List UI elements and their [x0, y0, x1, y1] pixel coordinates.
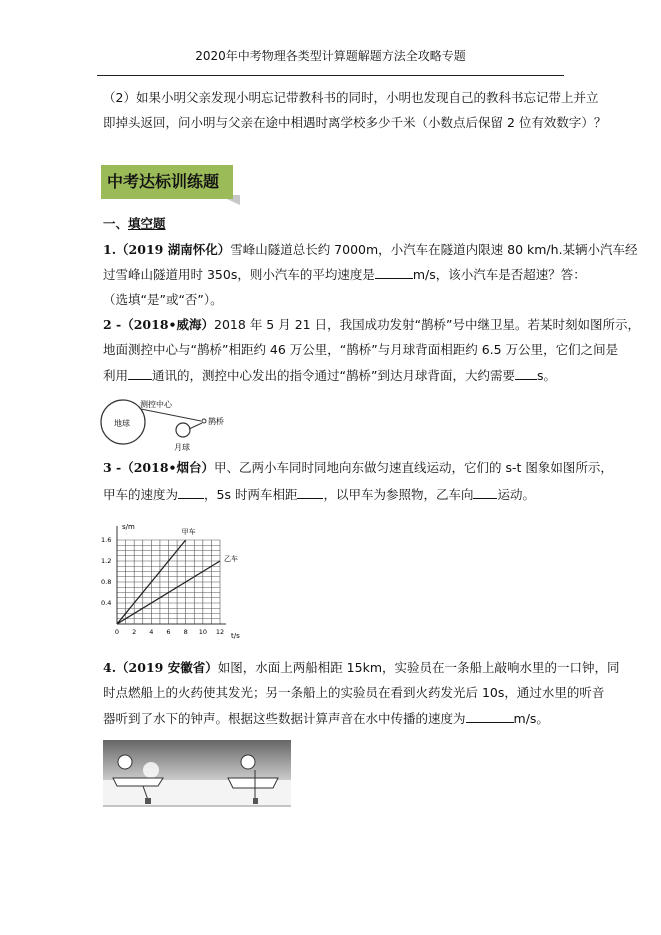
relay-dot	[202, 419, 206, 423]
q2-line3	[103, 366, 556, 384]
q3-tag: 3 -（2018•烟台）	[103, 460, 215, 475]
y-tick-label: 1.6	[101, 536, 112, 544]
relay-label: 鹊桥	[208, 417, 224, 426]
signal-arrow	[141, 409, 201, 421]
q3-text2c: ，以甲车为参照物，乙车向	[323, 487, 474, 502]
series-label: 甲车	[181, 528, 196, 536]
x-tick-label: 6	[166, 628, 171, 636]
boats-illustration	[103, 740, 293, 807]
q4-line2: 时点燃船上的火药使其发光；另一条船上的实验员在看到火药发光后 10s，通过水里的听音	[103, 685, 605, 700]
q3-line1	[103, 458, 613, 476]
q1-line3: （选填“是”或“否”）。	[103, 292, 223, 307]
boat-icon	[228, 778, 278, 788]
q2-text3b: 通讯的，测控中心发出的指令通过“鹊桥”到达月球背面，大约需要	[152, 368, 515, 383]
y-axis-label: s/m	[122, 523, 135, 531]
q2-tag: 2 -（2018•威海）	[103, 317, 215, 332]
y-tick-label: 0.8	[101, 578, 112, 586]
person-icon	[241, 755, 255, 769]
header-divider	[97, 75, 564, 76]
section-heading	[103, 214, 166, 232]
moon-label: 月球	[174, 443, 190, 452]
q3-text2d: 运动。	[497, 487, 535, 502]
flash-icon	[143, 762, 159, 778]
answer-blank[interactable]	[473, 487, 497, 499]
earth-moon-relay-figure	[100, 398, 240, 454]
x-tick-label: 2	[132, 628, 137, 636]
hydrophone-icon	[253, 798, 258, 804]
answer-blank[interactable]	[297, 487, 323, 499]
answer-blank[interactable]	[466, 711, 514, 723]
q2-line1	[103, 315, 640, 333]
x-tick-label: 10	[198, 628, 207, 636]
x-axis-label: t/s	[231, 632, 240, 640]
q4-tag: 4.（2019 安徽省）	[103, 660, 218, 675]
center-label: 测控中心	[140, 400, 172, 409]
answer-blank[interactable]	[515, 368, 537, 380]
q1-line1	[103, 240, 638, 258]
q1-text: 雪峰山隧道总长约 7000m，小汽车在隧道内限速 80 km/h.某辆小汽车经	[230, 242, 638, 257]
earth-label: 地球	[114, 419, 130, 428]
section-banner: 中考达标训练题	[101, 165, 233, 199]
q3-text2b: ，5s 时两车相距	[204, 487, 298, 502]
x-tick-label: 4	[149, 628, 154, 636]
y-tick-label: 0.4	[101, 599, 112, 607]
prev-question-line1: （2）如果小明父亲发现小明忘记带教科书的同时，小明也发现自己的教科书忘记带上并立	[103, 90, 599, 105]
q2-line2: 地面测控中心与“鹊桥”相距约 46 万公里，“鹊桥”与月球背面相距约 6.5 万公里，它们之间是	[103, 342, 619, 357]
q4-line1	[103, 658, 620, 676]
boat-icon	[113, 778, 163, 786]
q4-text: 如图，水面上两船相距 15km，实验员在一条船上敲响水里的一口钟，同	[217, 660, 620, 675]
q3-text2a: 甲车的速度为	[103, 487, 179, 502]
answer-blank[interactable]	[128, 368, 152, 380]
person-icon	[118, 755, 132, 769]
answer-blank[interactable]	[375, 267, 413, 279]
bell-icon	[145, 798, 151, 804]
x-tick-label: 8	[183, 628, 188, 636]
q1-text2a: 过雪峰山隧道用时 350s，则小汽车的平均速度是	[103, 267, 375, 282]
q1-line2	[103, 265, 586, 283]
answer-blank[interactable]	[178, 487, 204, 499]
y-tick-label: 1.2	[101, 557, 112, 565]
q4-text3b: m/s。	[513, 711, 549, 726]
x-tick-label: 12	[215, 628, 225, 636]
q4-line3	[103, 709, 549, 727]
q2-text3a: 利用	[103, 368, 129, 383]
q2-text3c: s。	[536, 368, 556, 383]
signal-arrow	[189, 423, 202, 429]
section-prefix: 一、	[103, 216, 129, 231]
section-title: 填空题	[128, 216, 166, 231]
q4-text3a: 器听到了水下的钟声。根据这些数据计算声音在水中传播的速度为	[103, 711, 466, 726]
q3-text: 甲、乙两小车同时同地向东做匀速直线运动，它们的 s-t 图象如图所示，	[214, 460, 613, 475]
q2-text: 2018 年 5 月 21 日，我国成功发射“鹊桥”号中继卫星。若某时刻如图所示，	[214, 317, 641, 332]
q1-tag: 1.（2019 湖南怀化）	[103, 242, 231, 257]
series-label: 乙车	[224, 555, 238, 563]
q1-text2b: m/s，该小汽车是否超速？答：	[412, 267, 586, 282]
q3-line2	[103, 485, 535, 503]
x-tick-label: 0	[114, 628, 120, 636]
s-t-graph	[100, 520, 260, 640]
prev-question-line2: 即掉头返回，问小明与父亲在途中相遇时离学校多少千米（小数点后保留 2 位有效数字）？	[103, 115, 607, 130]
page-header: 2020年中考物理各类型计算题解题方法全攻略专题	[195, 49, 466, 63]
moon-circle	[176, 423, 190, 437]
